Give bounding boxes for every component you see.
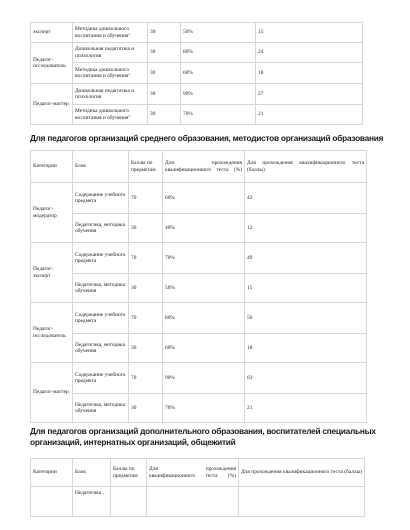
header-score: Для прохождения квалификационного теста (баллы): [239, 459, 365, 487]
points-cell: 30: [129, 274, 163, 303]
table-row: [31, 394, 367, 423]
points-cell: [111, 487, 147, 517]
table-row: [31, 334, 367, 363]
percent-cell: 80%: [181, 43, 256, 63]
table-row: [31, 105, 363, 125]
points-cell: 70: [129, 303, 163, 334]
percent-cell: 70%: [163, 394, 245, 423]
score-cell: 15: [245, 274, 367, 303]
points-cell: 30: [148, 43, 181, 63]
score-cell: 21: [245, 394, 367, 423]
header-percent: Для прохождения квалификационного теста (%): [163, 151, 245, 183]
score-cell: 27: [256, 84, 363, 105]
score-cell: 63: [245, 363, 367, 394]
additional-education-thresholds-table: [30, 458, 365, 517]
block-cell: Дошкольная педагогика и психология: [73, 84, 148, 105]
header-points: Баллы по предметам: [111, 459, 147, 487]
block-cell: Педагогика, методика обучения: [73, 394, 129, 423]
block-cell: Методика дошкольного воспитания и обучения": [73, 105, 148, 125]
header-points: Баллы по предметам: [129, 151, 163, 183]
percent-cell: 40%: [163, 214, 245, 243]
points-cell: 30: [148, 84, 181, 105]
table-row: [31, 183, 367, 214]
table-header-row: [31, 459, 365, 487]
percent-cell: 50%: [181, 23, 256, 43]
header-category: Категории: [31, 459, 73, 487]
category-cell: Педагог-мастер: [31, 84, 73, 125]
block-cell: Содержание учебного предмета: [73, 303, 129, 334]
table-row: [31, 84, 363, 105]
block-cell: Содержание учебного предмета: [73, 183, 129, 214]
score-cell: 56: [245, 303, 367, 334]
points-cell: 30: [148, 105, 181, 125]
score-cell: 18: [256, 63, 363, 84]
preschool-thresholds-table: [30, 22, 363, 125]
category-cell: эксперт: [31, 23, 73, 43]
percent-cell: 60%: [163, 334, 245, 363]
header-block: Блок: [73, 151, 129, 183]
table-header-row: [31, 151, 367, 183]
percent-cell: 50%: [163, 274, 245, 303]
table-row: [31, 243, 367, 274]
percent-cell: 70%: [163, 243, 245, 274]
block-cell: Педагогика, методика обучения: [73, 274, 129, 303]
percent-cell: 70%: [181, 105, 256, 125]
header-percent: Для прохождения квалификационного теста (%): [147, 459, 239, 487]
secondary-education-thresholds-table: [30, 150, 367, 423]
header-score: Для прохождения квалификационного теста (баллы): [245, 151, 367, 183]
score-cell: 15: [256, 23, 363, 43]
percent-cell: 60%: [163, 183, 245, 214]
points-cell: 30: [148, 63, 181, 84]
block-cell: Методика дошкольного воспитания и обучения": [73, 63, 148, 84]
points-cell: 30: [129, 334, 163, 363]
points-cell: 30: [129, 394, 163, 423]
points-cell: 30: [148, 23, 181, 43]
section-heading-additional-education: Для педагогов организаций дополнительного образования, воспитателей специальных организаций, интернатных организаций, общежитий: [30, 426, 376, 447]
table-row: [31, 63, 363, 84]
score-cell: 18: [245, 334, 367, 363]
block-cell: Педагогика, методика обучения: [73, 214, 129, 243]
category-cell: Педагог-эксперт: [31, 243, 73, 303]
header-category: Категории: [31, 151, 73, 183]
score-cell: 24: [256, 43, 363, 63]
section-heading-secondary-education: Для педагогов организаций среднего образования, методистов организаций образования: [30, 133, 384, 143]
points-cell: 70: [129, 243, 163, 274]
table-row: [31, 303, 367, 334]
table-row: [31, 487, 365, 517]
points-cell: 30: [129, 214, 163, 243]
score-cell: 21: [256, 105, 363, 125]
header-block: Блок: [73, 459, 111, 487]
block-cell: Педагогика ,: [73, 487, 111, 517]
points-cell: 70: [129, 363, 163, 394]
category-cell: Педагог-мастер: [31, 363, 73, 423]
score-cell: 49: [245, 243, 367, 274]
points-cell: 70: [129, 183, 163, 214]
block-cell: Педагогика, методика обучения: [73, 334, 129, 363]
block-cell: Дошкольная педагогика и психология: [73, 43, 148, 63]
percent-cell: 90%: [163, 363, 245, 394]
block-cell: Содержание учебного предмета: [73, 243, 129, 274]
block-cell: Методика дошкольного воспитания и обучения": [73, 23, 148, 43]
table-row: [31, 274, 367, 303]
score-cell: 12: [245, 214, 367, 243]
category-cell: Педагог-исследователь: [31, 43, 73, 84]
category-cell: Педагог-модератор: [31, 183, 73, 243]
block-cell: Содержание учебного предмета: [73, 363, 129, 394]
category-cell: [31, 487, 73, 517]
percent-cell: 60%: [181, 63, 256, 84]
table-row: [31, 214, 367, 243]
percent-cell: [147, 487, 239, 517]
table-row: [31, 23, 363, 43]
percent-cell: 80%: [163, 303, 245, 334]
table-row: [31, 43, 363, 63]
percent-cell: 90%: [181, 84, 256, 105]
table-row: [31, 363, 367, 394]
score-cell: [239, 487, 365, 517]
category-cell: Педагог-исследователь: [31, 303, 73, 363]
score-cell: 42: [245, 183, 367, 214]
